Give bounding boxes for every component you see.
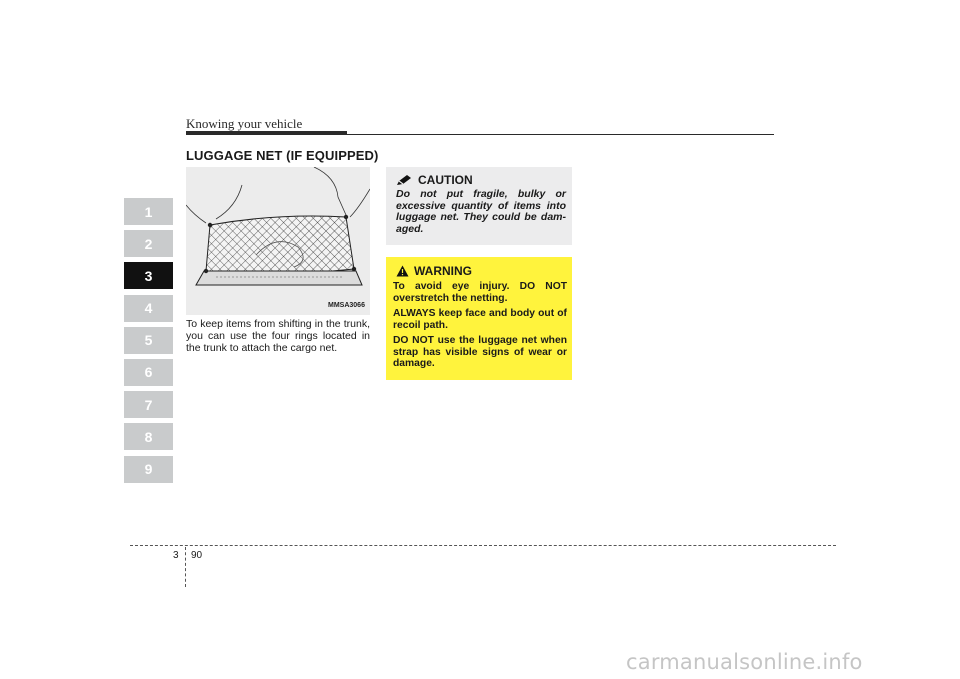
chapter-tab-1[interactable]: 1 <box>124 198 173 225</box>
luggage-net-illustration <box>186 167 370 315</box>
caution-header <box>396 173 473 187</box>
warning-paragraph: ALWAYS keep face and body out of recoil path. <box>393 308 567 331</box>
caution-body: Do not put fragile, bulky or excessive quantity of items into luggage net. They could be dam-aged. <box>396 188 566 235</box>
header-rule-thick <box>186 131 347 135</box>
chapter-tab-5[interactable]: 5 <box>124 327 173 354</box>
header-title: Knowing your vehicle <box>186 116 303 131</box>
body-paragraph: To keep items from shifting in the trunk, you can use the four rings located in the trunk to attach the cargo net. <box>186 318 370 354</box>
header-rule-thin <box>347 134 774 135</box>
luggage-net-drawing <box>186 167 370 315</box>
watermark: carmanualsonline.info <box>626 650 863 674</box>
warning-paragraph: DO NOT use the luggage net when strap has visible signs of wear or damage. <box>393 335 567 369</box>
footer-divider <box>185 547 186 587</box>
chapter-tab-4[interactable]: 4 <box>124 295 173 322</box>
chapter-tab-9[interactable]: 9 <box>124 456 173 483</box>
chapter-tabs <box>124 198 173 488</box>
chapter-tab-6[interactable]: 6 <box>124 359 173 386</box>
chapter-tab-8[interactable]: 8 <box>124 423 173 450</box>
chapter-tab-3[interactable]: 3 <box>124 262 173 289</box>
warning-paragraph: To avoid eye injury. DO NOT overstretch the netting. <box>393 281 567 304</box>
warning-title: WARNING <box>414 264 472 278</box>
footer-rule <box>130 545 836 546</box>
warning-triangle-icon <box>396 265 409 277</box>
caution-title: CAUTION <box>418 173 473 187</box>
caution-box <box>386 167 572 245</box>
chapter-tab-2[interactable]: 2 <box>124 230 173 257</box>
page-chapter-number: 3 <box>173 550 179 561</box>
page-number: 90 <box>191 550 203 561</box>
figure-code: MMSA3066 <box>328 302 365 309</box>
caution-pencil-icon <box>396 174 412 186</box>
chapter-tab-7[interactable]: 7 <box>124 391 173 418</box>
warning-header <box>396 264 472 278</box>
warning-body <box>393 281 567 374</box>
warning-box <box>386 257 572 380</box>
section-title: LUGGAGE NET (IF EQUIPPED) <box>186 148 379 163</box>
